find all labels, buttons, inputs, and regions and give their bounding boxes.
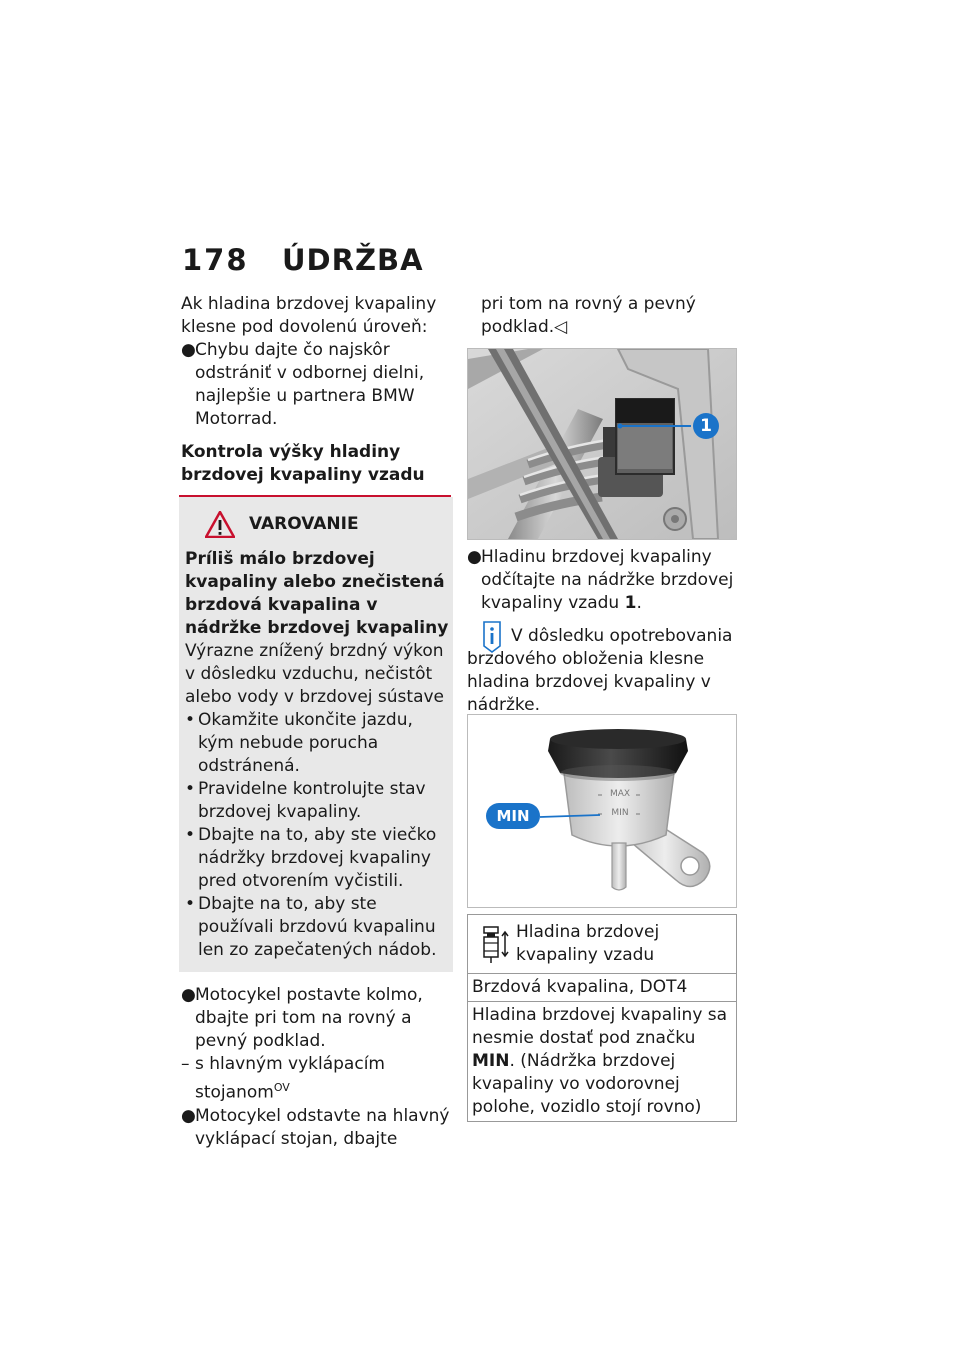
min-level-image xyxy=(467,714,737,908)
intro-text: Ak hladina brzdovej kvapaliny klesne pod dovolenú úroveň: xyxy=(181,294,437,337)
list-item: • Dbajte na to, aby ste viečko nádržky brzdovej kvapaliny pred otvorením vyčistili. xyxy=(185,825,437,891)
bullet-icon: ● xyxy=(467,547,482,567)
list-item: ● Motocykel odstavte na hlavný vyklápací stojan, dbajte xyxy=(181,1105,450,1149)
brake-fluid-reservoir-icon xyxy=(472,921,512,965)
reference-number: 1 xyxy=(624,593,637,613)
bullet-icon: ● xyxy=(181,1105,196,1126)
section-heading: Kontrola výšky hladiny brzdovej kvapaliny vzadu xyxy=(181,442,425,485)
dash-icon: – xyxy=(181,1054,190,1074)
right-column-mid xyxy=(467,546,737,717)
callout-number: 1 xyxy=(700,416,712,436)
spec-table xyxy=(467,914,737,1122)
bullet-icon: ● xyxy=(181,985,196,1005)
min-callout-label: MIN xyxy=(496,807,530,825)
list-item: ● Motocykel postavte kolmo, dbajte pri tom na rovný a pevný podklad. xyxy=(181,985,423,1051)
warning-triangle-icon xyxy=(205,511,235,538)
warning-bold-text: Príliš málo brzdovej kvapaliny alebo znečistená brzdová kvapalina v nádržke brzdovej kvapaliny xyxy=(185,549,449,638)
warning-header xyxy=(205,511,453,538)
left-column xyxy=(181,293,453,1151)
model-variant-sup: OV xyxy=(273,1081,290,1094)
right-column-top xyxy=(467,293,737,339)
page-title: ÚDRŽBA xyxy=(282,243,424,277)
list-item: • Okamžite ukončite jazdu, kým nebude porucha odstránená. xyxy=(185,710,413,776)
warning-title: VAROVANIE xyxy=(249,514,359,534)
list-item: ● Chybu dajte čo najskôr odstrániť v odbornej dielni, najlepšie u partnera BMW Motorrad. xyxy=(181,340,425,429)
min-mark: MIN xyxy=(611,808,629,818)
info-text: V dôsledku opotrebovania brzdového obloženia klesne hladina brzdovej kvapaliny v nádržke. xyxy=(467,626,733,715)
list-item: • Pravidelne kontrolujte stav brzdovej kvapaliny. xyxy=(185,779,426,822)
end-mark-icon: ◁ xyxy=(554,317,568,337)
list-item: ● Hladinu brzdovej kvapaliny odčítajte na nádržke brzdovej kvapaliny vzadu 1. xyxy=(467,547,734,613)
page-number: 178 xyxy=(182,243,249,277)
spec-fluid: Brzdová kvapalina, DOT4 xyxy=(468,973,736,1001)
list-item: – s hlavným vyklápacím stojanom$^{OV}$ xyxy=(181,1054,385,1103)
rear-reservoir-illustration xyxy=(468,349,736,539)
spec-note: Hladina brzdovej kvapaliny sa nesmie dostať pod značku MIN. (Nádržka brzdovej kvapaliny vo vodorovnej polohe, vozidlo stojí rovno) xyxy=(468,1001,736,1121)
max-mark: MAX xyxy=(609,789,631,799)
warning-text: Výrazne znížený brzdný výkon v dôsledku vzduchu, nečistôt alebo vody v brzdovej sústave xyxy=(185,641,445,707)
list-item: • Dbajte na to, aby ste používali brzdovú kvapalinu len zo zapečatených nádob. xyxy=(185,894,437,960)
spec-header xyxy=(468,915,736,973)
spec-note-min: MIN xyxy=(472,1051,510,1071)
warning-box xyxy=(179,497,453,972)
rear-reservoir-image xyxy=(467,348,737,540)
info-icon xyxy=(481,620,503,654)
spec-title: Hladina brzdovej kvapaliny vzadu xyxy=(516,922,660,965)
continued-text: pri tom na rovný a pevný podklad. xyxy=(481,294,696,337)
bullet-icon: ● xyxy=(181,340,196,360)
